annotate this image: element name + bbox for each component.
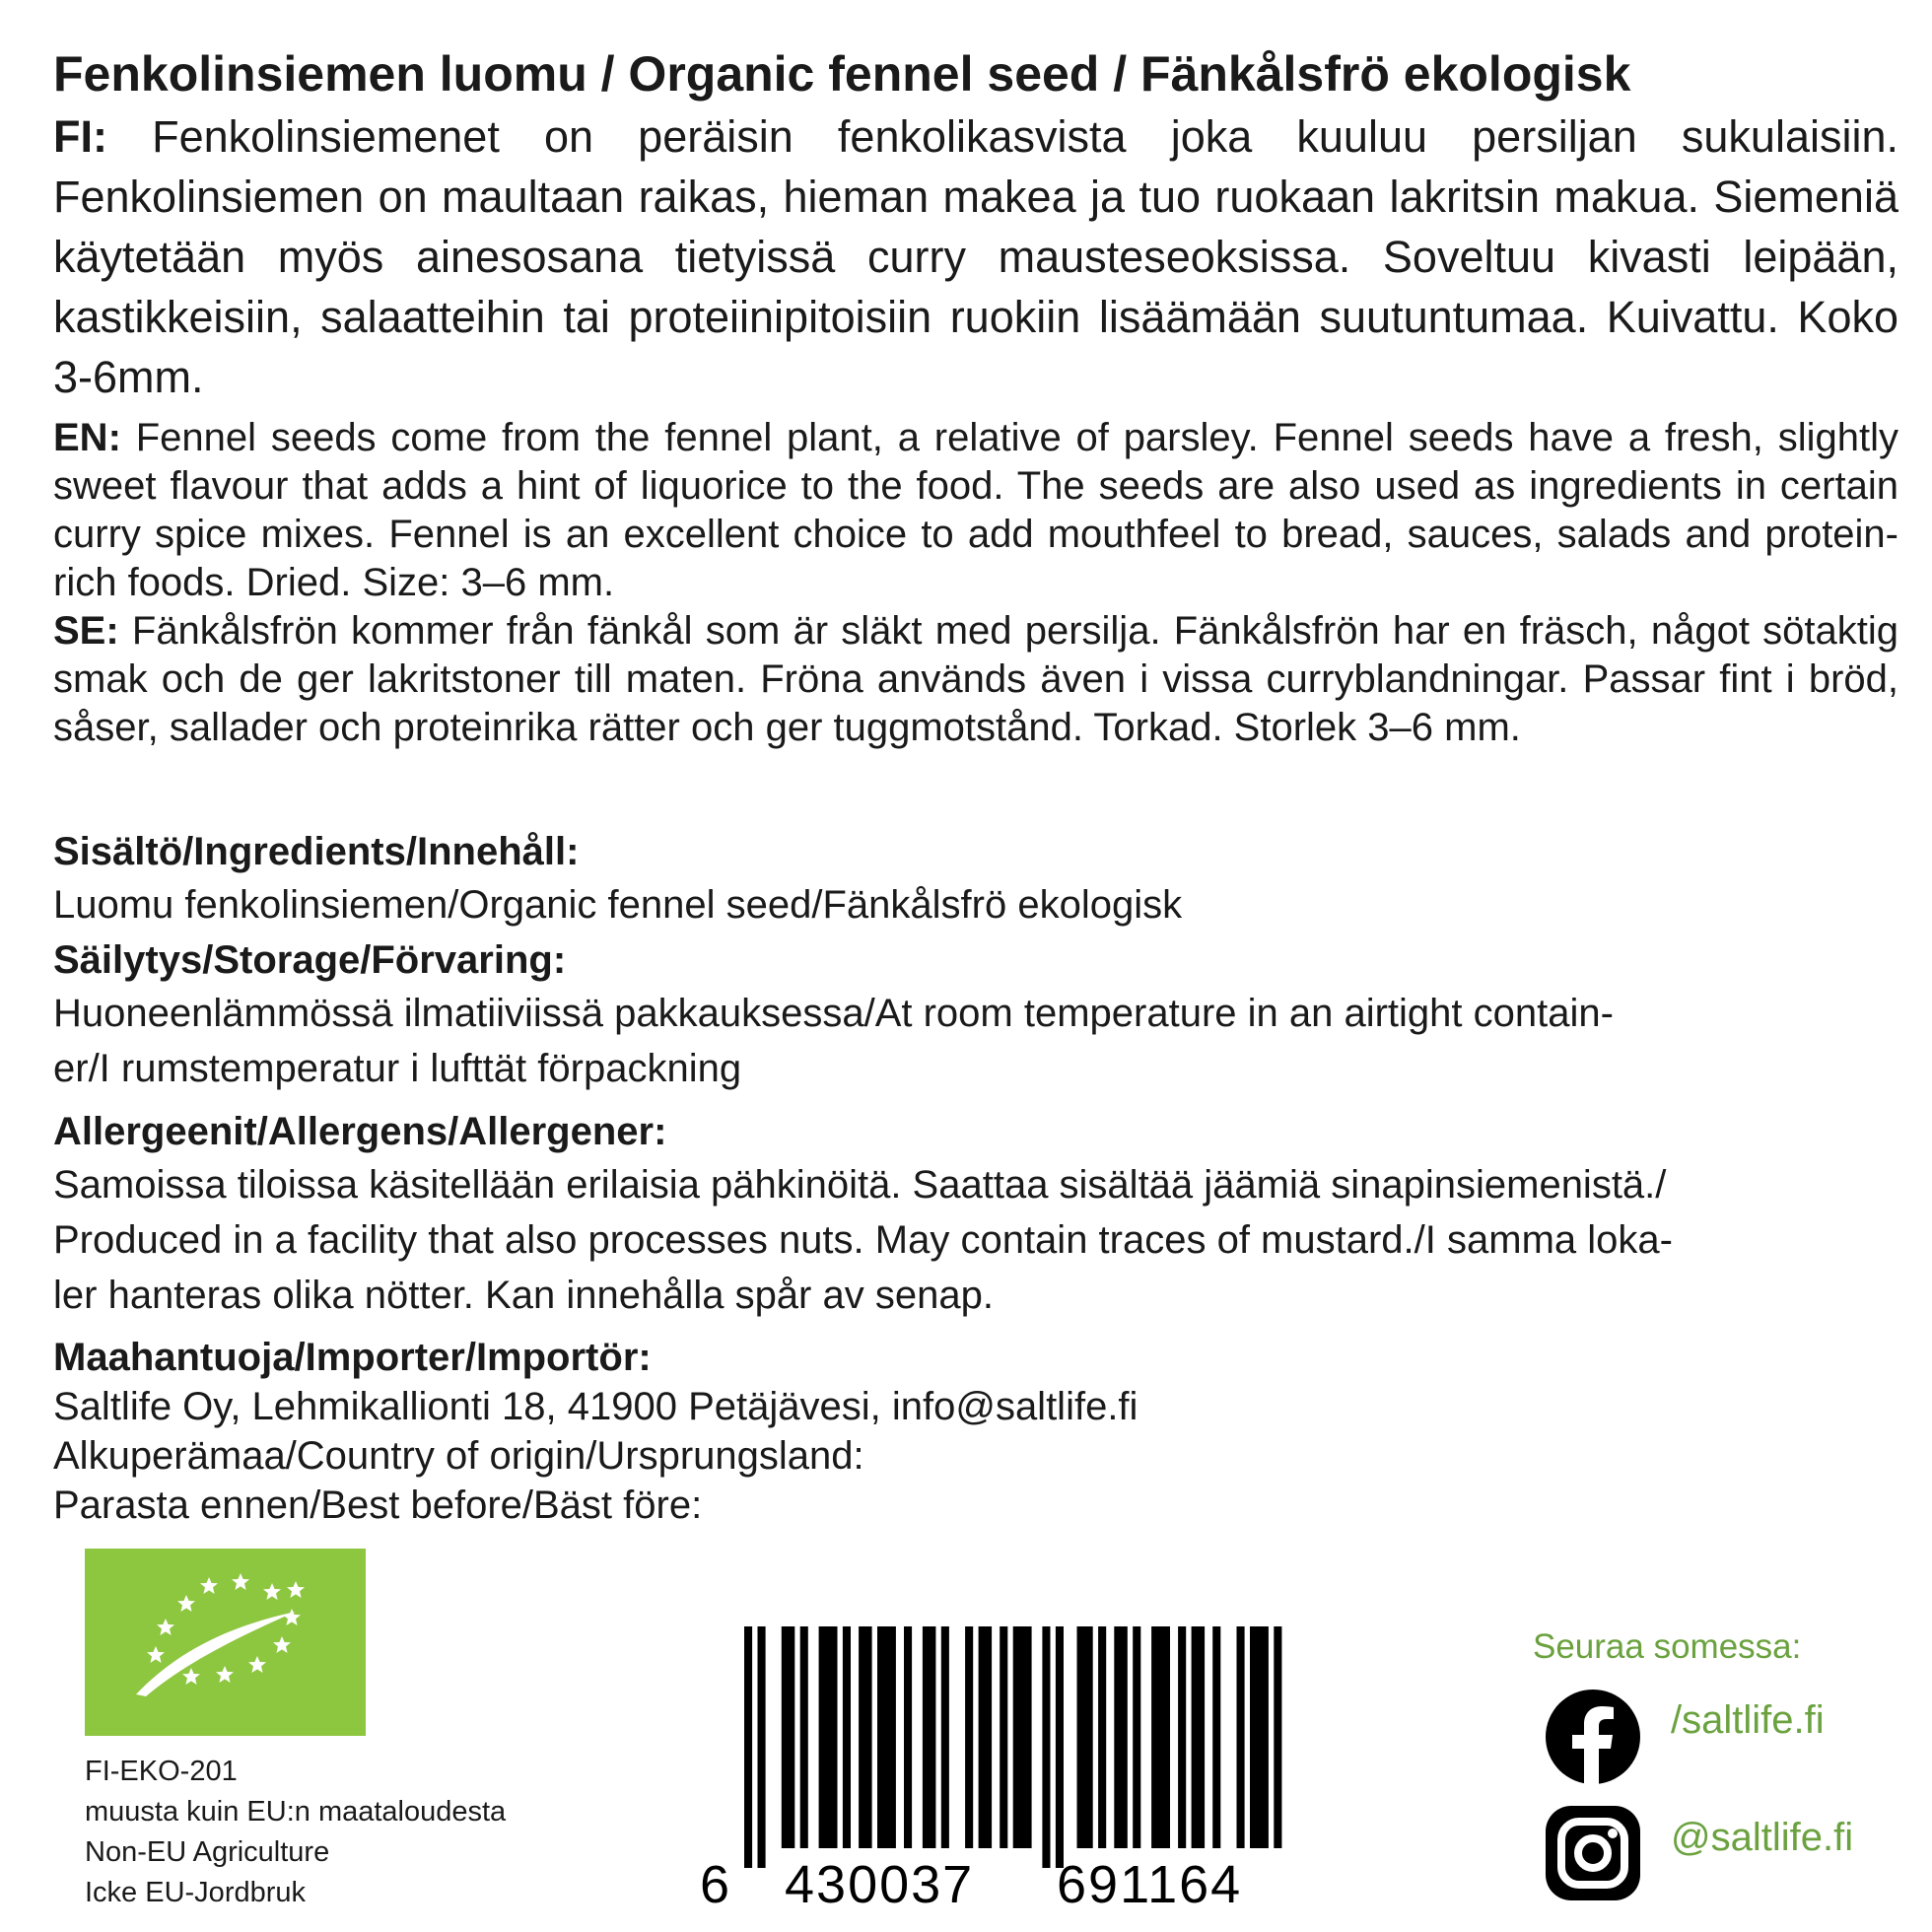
barcode-group-right: 691164 bbox=[1057, 1855, 1243, 1912]
ingredients-section bbox=[53, 826, 1906, 932]
cert-code: FI-EKO-201 bbox=[85, 1756, 238, 1787]
facebook-handle[interactable]: /saltlife.fi bbox=[1671, 1698, 1825, 1742]
facebook-icon[interactable] bbox=[1544, 1688, 1642, 1786]
description-fi bbox=[53, 106, 1898, 407]
instagram-handle[interactable]: @saltlife.fi bbox=[1671, 1816, 1854, 1859]
certification-text bbox=[85, 1752, 506, 1913]
allergens-heading: Allergeenit/Allergens/Allergener: bbox=[53, 1110, 667, 1153]
barcode-bars bbox=[744, 1626, 1281, 1868]
ingredients-heading: Sisältö/Ingredients/Innehåll: bbox=[53, 830, 580, 873]
instagram-icon[interactable] bbox=[1544, 1804, 1642, 1902]
cert-line3: Icke EU-Jordbruk bbox=[85, 1877, 307, 1908]
allergens-text-line3: ler hanteras olika nötter. Kan innehålla spår av senap. bbox=[53, 1274, 994, 1317]
ingredients-text: Luomu fenkolinsiemen/Organic fennel seed/Fänkålsfrö ekologisk bbox=[53, 883, 1183, 927]
social-title: Seuraa somessa: bbox=[1533, 1627, 1802, 1666]
allergens-text-line2: Produced in a facility that also processes nuts. May contain traces of mustard./I samma loka- bbox=[53, 1218, 1673, 1262]
lang-tag-fi: FI: bbox=[53, 111, 107, 162]
description-en-text: Fennel seeds come from the fennel plant, a relative of parsley. Fennel seeds have a fresh, slightly sweet flavour that adds a hint of liquorice to the food. The seeds are also used as ingredients in certain curry spice mixes. Fennel is an excellent choice to add mouthfeel to bread, sauces, salads and protein-rich foods. Dried. Size: 3–6 mm. bbox=[53, 416, 1898, 604]
description-se-text: Fänkålsfrön kommer från fänkål som är släkt med persilja. Fänkålsfrön har en fräsch, något sötaktig smak och de ger lakritstoner till maten. Fröna används även i vissa curryblandningar. Passar fint i bröd, såser, sallader och proteinrika rätter och ger tuggmotstånd. Torkad. Storlek 3–6 mm. bbox=[53, 609, 1898, 749]
lang-tag-se: SE: bbox=[53, 609, 119, 653]
eu-organic-leaf-icon bbox=[85, 1549, 366, 1736]
storage-text-line1: Huoneenlämmössä ilmatiiviissä pakkauksessa/At room temperature in an airtight contain- bbox=[53, 992, 1614, 1035]
product-title: Fenkolinsiemen luomu / Organic fennel seed / Fänkålsfrö ekologisk bbox=[53, 46, 1631, 102]
allergens-section bbox=[53, 1106, 1906, 1323]
best-before-label: Parasta ennen/Best before/Bäst före: bbox=[53, 1484, 703, 1527]
lang-tag-en: EN: bbox=[53, 416, 121, 459]
storage-text-line2: er/I rumstemperatur i lufttät förpackning bbox=[53, 1047, 742, 1090]
cert-line2: Non-EU Agriculture bbox=[85, 1836, 330, 1868]
importer-heading: Maahantuoja/Importer/Importör: bbox=[53, 1336, 652, 1379]
allergens-text-line1: Samoissa tiloissa käsitellään erilaisia pähkinöitä. Saattaa sisältää jäämiä sinapinsiemenistä./ bbox=[53, 1163, 1667, 1207]
description-se bbox=[53, 607, 1898, 752]
storage-section bbox=[53, 934, 1906, 1096]
barcode bbox=[690, 1626, 1321, 1912]
importer-section bbox=[53, 1333, 1906, 1530]
origin-label: Alkuperämaa/Country of origin/Ursprungsland: bbox=[53, 1434, 864, 1478]
storage-heading: Säilytys/Storage/Förvaring: bbox=[53, 938, 567, 982]
barcode-group-left: 430037 bbox=[785, 1855, 975, 1912]
importer-address: Saltlife Oy, Lehmikallionti 18, 41900 Petäjävesi, info@saltlife.fi bbox=[53, 1385, 1138, 1428]
description-en bbox=[53, 414, 1898, 607]
description-fi-text: Fenkolinsiemenet on peräisin fenkolikasvista joka kuuluu persiljan sukulaisiin. Fenkolinsiemen on maultaan raikas, hieman makea ja tuo ruokaan lakritsin makua. Siemeniä käytetään myös ainesosana tietyissä curry mausteseoksissa. Soveltuu kivasti leipään, kastikkeisiin, salaatteihin tai proteiinipitoisiin ruokiin lisäämään suutuntumaa. Kuivattu. Koko 3-6mm. bbox=[53, 111, 1898, 402]
cert-line1: muusta kuin EU:n maataloudesta bbox=[85, 1796, 507, 1828]
barcode-digit-first: 6 bbox=[700, 1855, 730, 1912]
